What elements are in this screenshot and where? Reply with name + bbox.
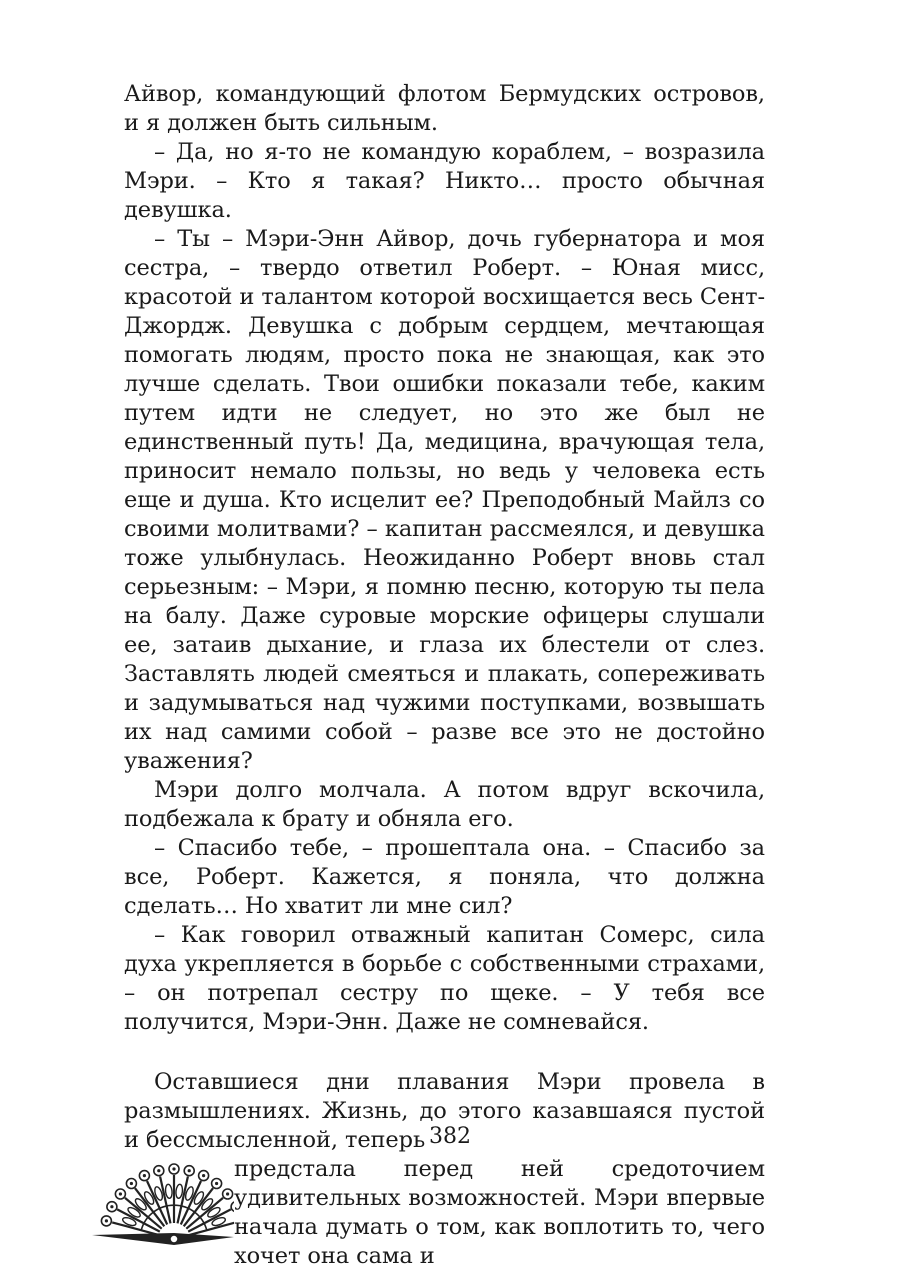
paragraph-3: – Ты – Мэри-Энн Айвор, дочь губернатора и моя сестра, – твердо ответил Роберт. – Юная мисс, красотой и талантом которой восхищается весь Сент-Джордж. Девушка с добрым сердцем, мечтающая помогать людям, просто пока не знающая, как это лучше сделать. Твои ошибки показали тебе, каким путем идти не следует, но это же был не единственный путь! Да, медицина, врачующая тела, приносит немало пользы, но ведь у человека есть еще и душа. Кто исцелит ее? Преподобный Майлз со своими молитвами? – капитан рассмеялся, и девушка тоже улыбнулась. Неожиданно Роберт вновь стал серьезным: – Мэри, я помню песню, которую ты пела на балу. Даже суровые морские офицеры слушали ее, затаив дыхание, и глаза их блестели от слез. Заставлять людей смеяться и плакать, сопереживать и задумываться над чужими поступками, возвышать их над самими собой – разве все это не достойно уважения?	[124, 226, 765, 774]
paragraph-4: Мэри долго молчала. А потом вдруг вскочила, подбежала к брату и обняла его.	[124, 777, 765, 832]
paragraph-7	[124, 1068, 765, 1271]
page-number: 382	[429, 1124, 471, 1149]
paragraph-5: – Спасибо тебе, – прошептала она. – Спасибо за все, Роберт. Кажется, я поняла, что должна сделать… Но хватит ли мне сил?	[124, 835, 765, 919]
paragraph-7-continued: предстала перед ней средоточием удивительных возможностей. Мэри впервые начала думать о том, как воплотить то, чего хочет она сама и	[234, 1156, 765, 1269]
section-break	[124, 1037, 765, 1068]
folding-fan-icon	[88, 1155, 234, 1251]
body-text	[124, 80, 765, 1271]
paragraph-7-text: Оставшиеся дни плавания Мэри провела в размышлениях. Жизнь, до этого казавшаяся пустой и бессмысленной, теперь	[124, 1069, 765, 1153]
paragraph-1: Айвор, командующий флотом Бермудских островов, и я должен быть сильным.	[124, 81, 765, 136]
paragraph-2: – Да, но я-то не командую кораблем, – возразила Мэри. – Кто я такая? Никто… просто обычная девушка.	[124, 139, 765, 223]
paragraph-6: – Как говорил отважный капитан Сомерс, сила духа укрепляется в борьбе с собственными страхами, – он потрепал сестру по щеке. – У тебя все получится, Мэри-Энн. Даже не сомневайся.	[124, 922, 765, 1035]
fan-ornament	[88, 1155, 234, 1251]
